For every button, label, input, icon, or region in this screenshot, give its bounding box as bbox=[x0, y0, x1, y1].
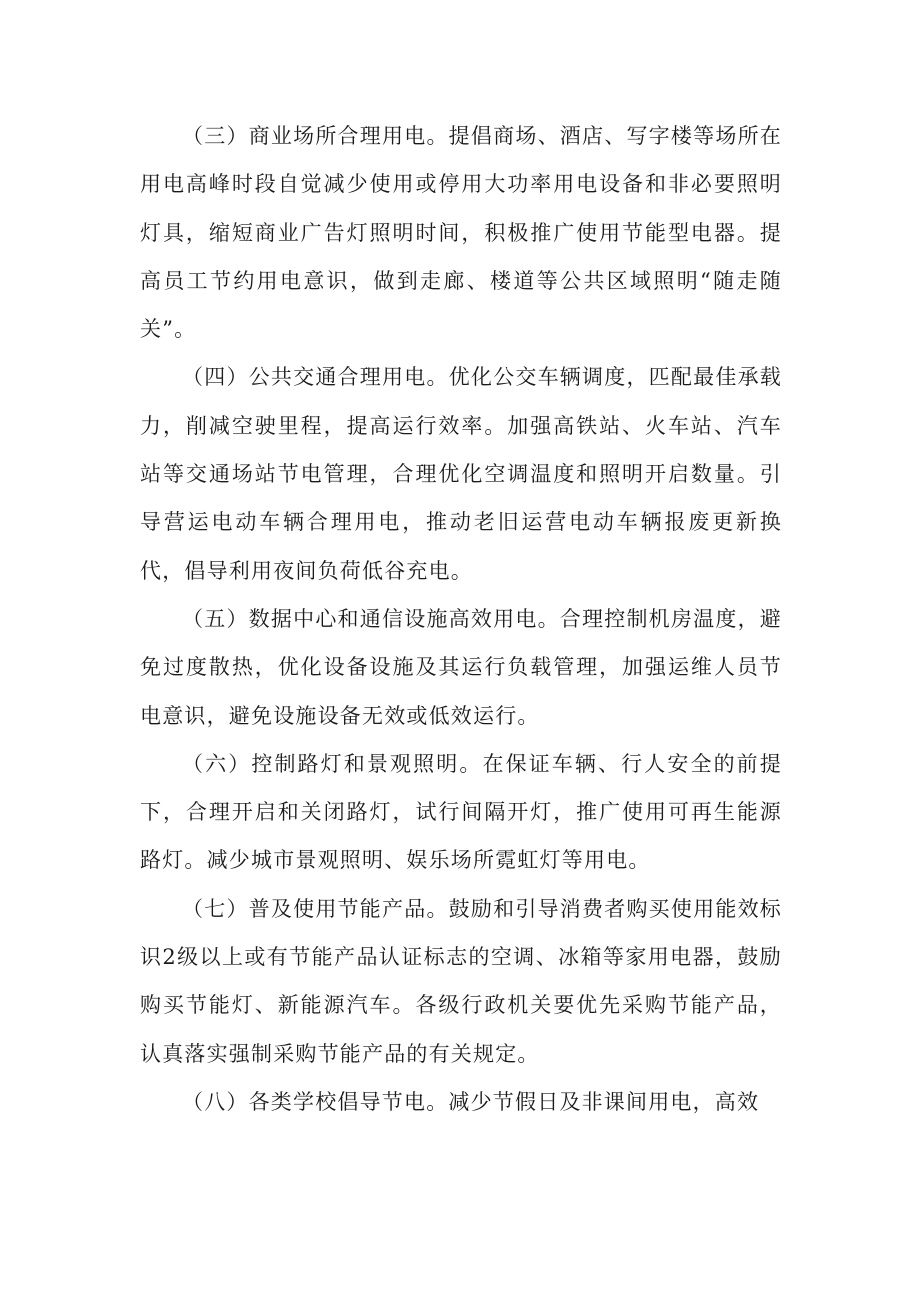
paragraph-schools: （八）各类学校倡导节电。减少节假日及非课间用电，高效 bbox=[182, 1089, 760, 1114]
paragraph-public-transport: （四）公共交通合理用电。优化公交车辆调度，匹配最佳承载力，削减空驶里程，提高运行效率。加强高铁站、火车站、汽车站等交通场站节电管理，合理优化空调温度和照明开启数量。引导营运电动车辆合理用电，推动老旧运营电动车辆报废更新换代，倡导利用夜间负荷低谷充电。 bbox=[140, 365, 782, 583]
paragraph-data-centers: （五）数据中心和通信设施高效用电。合理控制机房温度，避免过度散热，优化设备设施及其运行负载管理，加强运维人员节电意识，避免设施设备无效或低效运行。 bbox=[140, 606, 782, 728]
paragraph-commercial-venues: （三）商业场所合理用电。提倡商场、酒店、写字楼等场所在用电高峰时段自觉减少使用或停用大功率用电设备和非必要照明灯具，缩短商业广告灯照明时间，积极推广使用节能型电器。提高员工节约用电意识，做到走廊、楼道等公共区域照明“随走随关”。 bbox=[140, 124, 782, 342]
paragraph-street-lighting: （六）控制路灯和景观照明。在保证车辆、行人安全的前提下，合理开启和关闭路灯，试行间隔开灯，推广使用可再生能源路灯。减少城市景观照明、娱乐场所霓虹灯等用电。 bbox=[140, 751, 782, 873]
document-body bbox=[140, 112, 782, 1126]
paragraph-energy-saving-products: （七）普及使用节能产品。鼓励和引导消费者购买使用能效标识2级以上或有节能产品认证标志的空调、冰箱等家用电器，鼓励购买节能灯、新能源汽车。各级行政机关要优先采购节能产品，认真落实强制采购节能产品的有关规定。 bbox=[140, 896, 782, 1066]
